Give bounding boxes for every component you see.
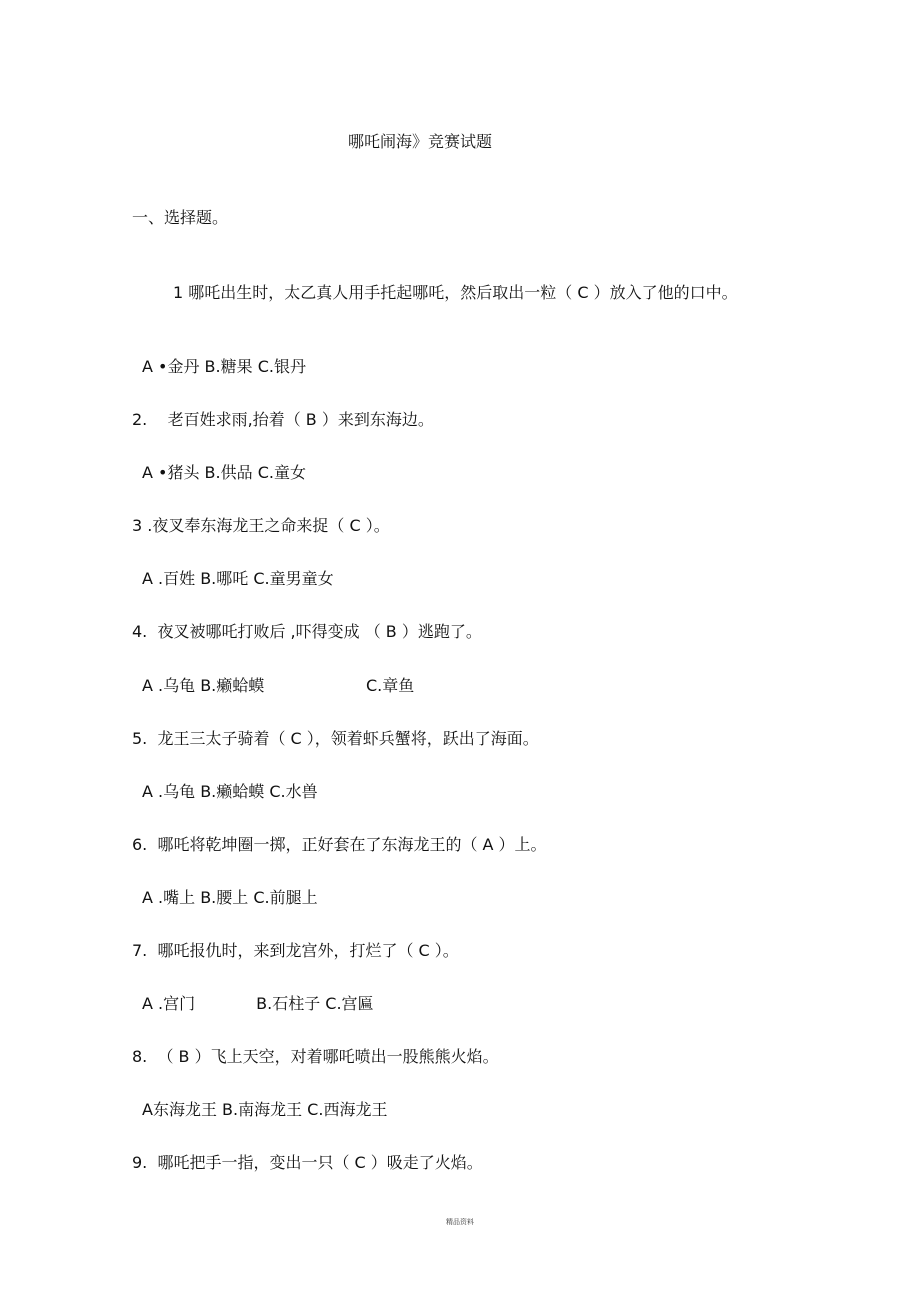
question-1 <box>173 282 738 304</box>
question-8-options: A东海龙王 B.南海龙王 C.西海龙王 <box>142 1100 388 1119</box>
question-8 <box>132 1046 499 1068</box>
question-number: 5. <box>132 729 148 748</box>
question-2 <box>132 409 434 431</box>
question-number: 1 <box>173 283 184 302</box>
page-footer: 精品资料 <box>446 1218 474 1226</box>
question-6 <box>132 834 547 856</box>
question-text: 哪吒将乾坤圈一掷，正好套在了东海龙王的（ A ）上。 <box>157 835 547 854</box>
question-text: 夜叉被哪吒打败后 ,吓得变成 （ B ）逃跑了。 <box>157 622 482 641</box>
question-3-options: A .百姓 B.哪吒 C.童男童女 <box>142 569 334 588</box>
question-1-options: A •金丹 B.糖果 C.银丹 <box>142 357 306 376</box>
question-text: 哪吒把手一指，变出一只（ C ）吸走了火焰。 <box>157 1153 483 1172</box>
question-text: 哪吒出生时，太乙真人用手托起哪吒，然后取出一粒（ C ）放入了他的口中。 <box>188 283 738 302</box>
question-text: .夜叉奉东海龙王之命来捉（ C ）。 <box>147 516 390 535</box>
question-number: 6. <box>132 835 148 854</box>
question-text: 老百姓求雨,抬着（ B ）来到东海边。 <box>167 410 434 429</box>
question-text: 龙王三太子骑着（ C ），领着虾兵蟹将，跃出了海面。 <box>157 729 539 748</box>
question-number: 4. <box>132 622 148 641</box>
question-2-options: A •猪头 B.供品 C.童女 <box>142 463 306 482</box>
question-number: 9. <box>132 1153 148 1172</box>
question-9 <box>132 1152 483 1174</box>
question-5-options: A .乌龟 B.癞蛤蟆 C.水兽 <box>142 782 318 801</box>
question-7-options: A .宫门 B.石柱子 C.宫匾 <box>142 994 374 1013</box>
question-5 <box>132 728 539 750</box>
question-6-options: A .嘴上 B.腰上 C.前腿上 <box>142 888 318 907</box>
question-number: 8. <box>132 1047 148 1066</box>
question-number: 3 <box>132 516 143 535</box>
question-4 <box>132 621 482 643</box>
section-heading: 一、选择题。 <box>132 208 229 227</box>
question-number: 7. <box>132 941 148 960</box>
question-number: 2. <box>132 410 148 429</box>
question-text: （ B ）飞上天空，对着哪吒喷出一股熊熊火焰。 <box>157 1047 499 1066</box>
question-4-options: A .乌龟 B.癞蛤蟆 C.章鱼 <box>142 676 415 695</box>
question-text: 哪吒报仇时，来到龙宫外，打烂了（ C ）。 <box>157 941 459 960</box>
question-3 <box>132 515 390 537</box>
document-title: 哪吒闹海》竞赛试题 <box>347 132 492 151</box>
question-7 <box>132 940 459 962</box>
